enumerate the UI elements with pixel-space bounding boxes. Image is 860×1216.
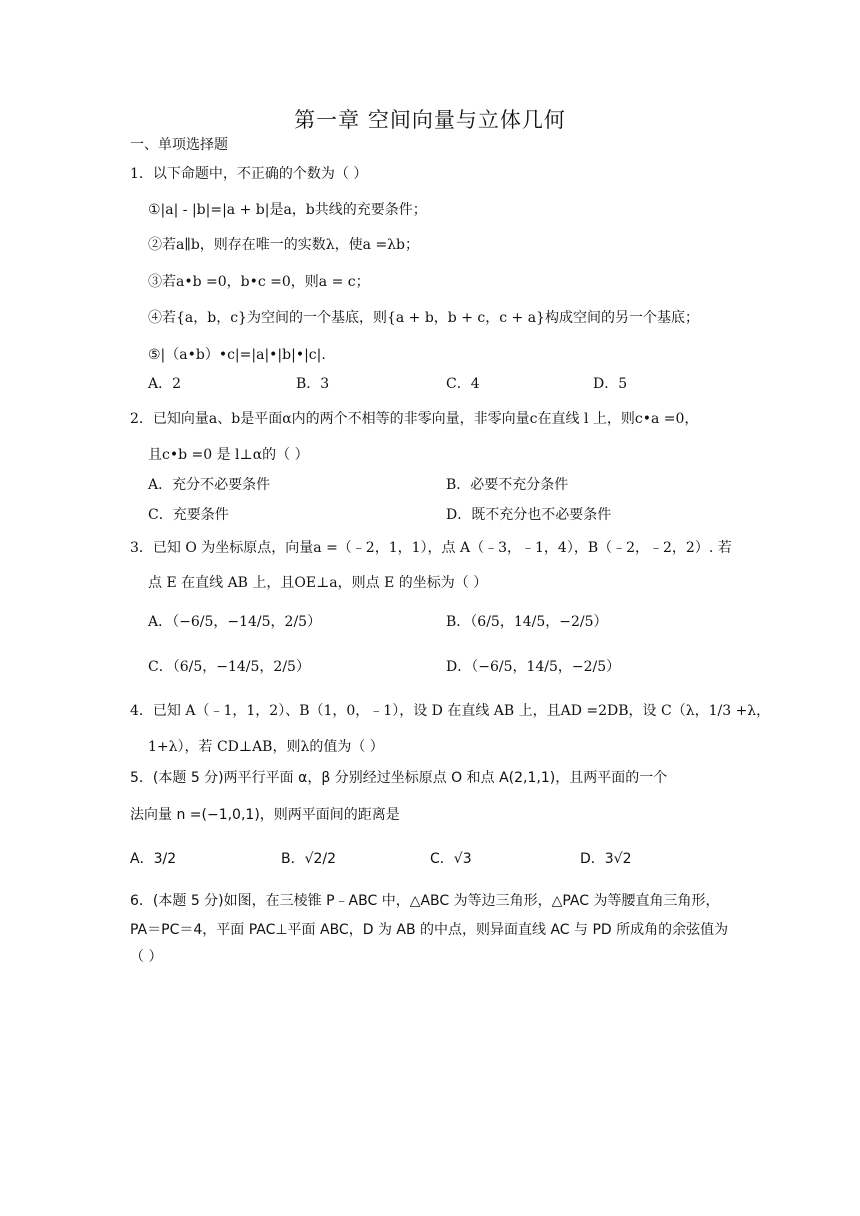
q4-stem-line1: 4．已知 A（﹣1，1，2）、B（1，0，﹣1），设 D 在直线 AB 上，且AD =2DB，设 C（λ，1/3 +λ， bbox=[130, 703, 771, 719]
q1-proposition-5: ⑤|（a•b）•c|=|a|•|b|•|c|. bbox=[148, 347, 326, 363]
section-heading: 一、单项选择题 bbox=[130, 137, 228, 153]
q3-option-b: B．（6/5，14/5，−2/5） bbox=[446, 614, 608, 630]
q3-stem-line1: 3．已知 O 为坐标原点，向量a =（﹣2，1，1），点 A（﹣3，﹣1，4），B（﹣2，﹣2，2）. 若 bbox=[130, 540, 732, 556]
q3-option-a: A．（−6/5，−14/5，2/5） bbox=[148, 614, 322, 630]
q1-option-d: D．5 bbox=[593, 376, 628, 392]
q2-stem-line2: 且c•b =0 是 l⊥α的（ ） bbox=[148, 447, 309, 463]
q5-option-a: A．3/2 bbox=[130, 851, 177, 867]
q6-stem-line2: PA＝PC＝4，平面 PAC⊥平面 ABC，D 为 AB 的中点，则异面直线 AC 与 PD 所成角的余弦值为 bbox=[130, 922, 729, 938]
q2-option-c: C．充要条件 bbox=[148, 507, 229, 523]
q4-stem-line2: 1+λ），若 CD⊥AB，则λ的值为（ ） bbox=[148, 739, 384, 755]
q5-stem-line2: 法向量 n =(−1,0,1)，则两平面间的距离是 bbox=[130, 807, 400, 823]
q1-proposition-2: ②若a∥b，则存在唯一的实数λ，使a =λb； bbox=[148, 237, 420, 253]
q3-option-d: D．（−6/5，14/5，−2/5） bbox=[446, 659, 621, 675]
q3-option-c: C．（6/5，−14/5，2/5） bbox=[148, 659, 310, 675]
q2-option-a: A．充分不必要条件 bbox=[148, 477, 271, 493]
q1-option-a: A．2 bbox=[148, 376, 182, 392]
q2-stem-line1: 2．已知向量a、b是平面α内的两个不相等的非零向量，非零向量c在直线 l 上，则c•a =0， bbox=[130, 411, 699, 427]
q1-option-b: B．3 bbox=[296, 376, 330, 392]
q1-proposition-1: ①|a| - |b|=|a + b|是a，b共线的充要条件； bbox=[148, 202, 427, 218]
q1-proposition-4: ④若{a，b，c}为空间的一个基底，则{a + b，b + c，c + a}构成空间的另一个基底； bbox=[148, 310, 699, 326]
q1-proposition-3: ③若a•b =0，b•c =0，则a = c； bbox=[148, 274, 370, 290]
q2-option-d: D．既不充分也不必要条件 bbox=[446, 507, 612, 523]
q5-option-c: C．√3 bbox=[430, 851, 472, 867]
q6-stem-line3: （ ） bbox=[130, 949, 163, 965]
q6-stem-line1: 6．(本题 5 分)如图，在三棱锥 P﹣ABC 中，△ABC 为等边三角形，△PAC 为等腰直角三角形， bbox=[130, 893, 720, 909]
q5-option-d: D．3√2 bbox=[580, 851, 632, 867]
q2-option-b: B．必要不充分条件 bbox=[446, 477, 569, 493]
q1-option-c: C．4 bbox=[446, 376, 480, 392]
q3-stem-line2: 点 E 在直线 AB 上，且OE⊥a，则点 E 的坐标为（ ） bbox=[148, 575, 488, 591]
q1-stem: 1．以下命题中，不正确的个数为（ ） bbox=[130, 166, 368, 182]
q5-option-b: B．√2/2 bbox=[281, 851, 337, 867]
document-title: 第一章 空间向量与立体几何 bbox=[294, 108, 566, 132]
q5-stem-line1: 5．(本题 5 分)两平行平面 α，β 分别经过坐标原点 O 和点 A(2,1,1)，且两平面的一个 bbox=[130, 770, 668, 786]
